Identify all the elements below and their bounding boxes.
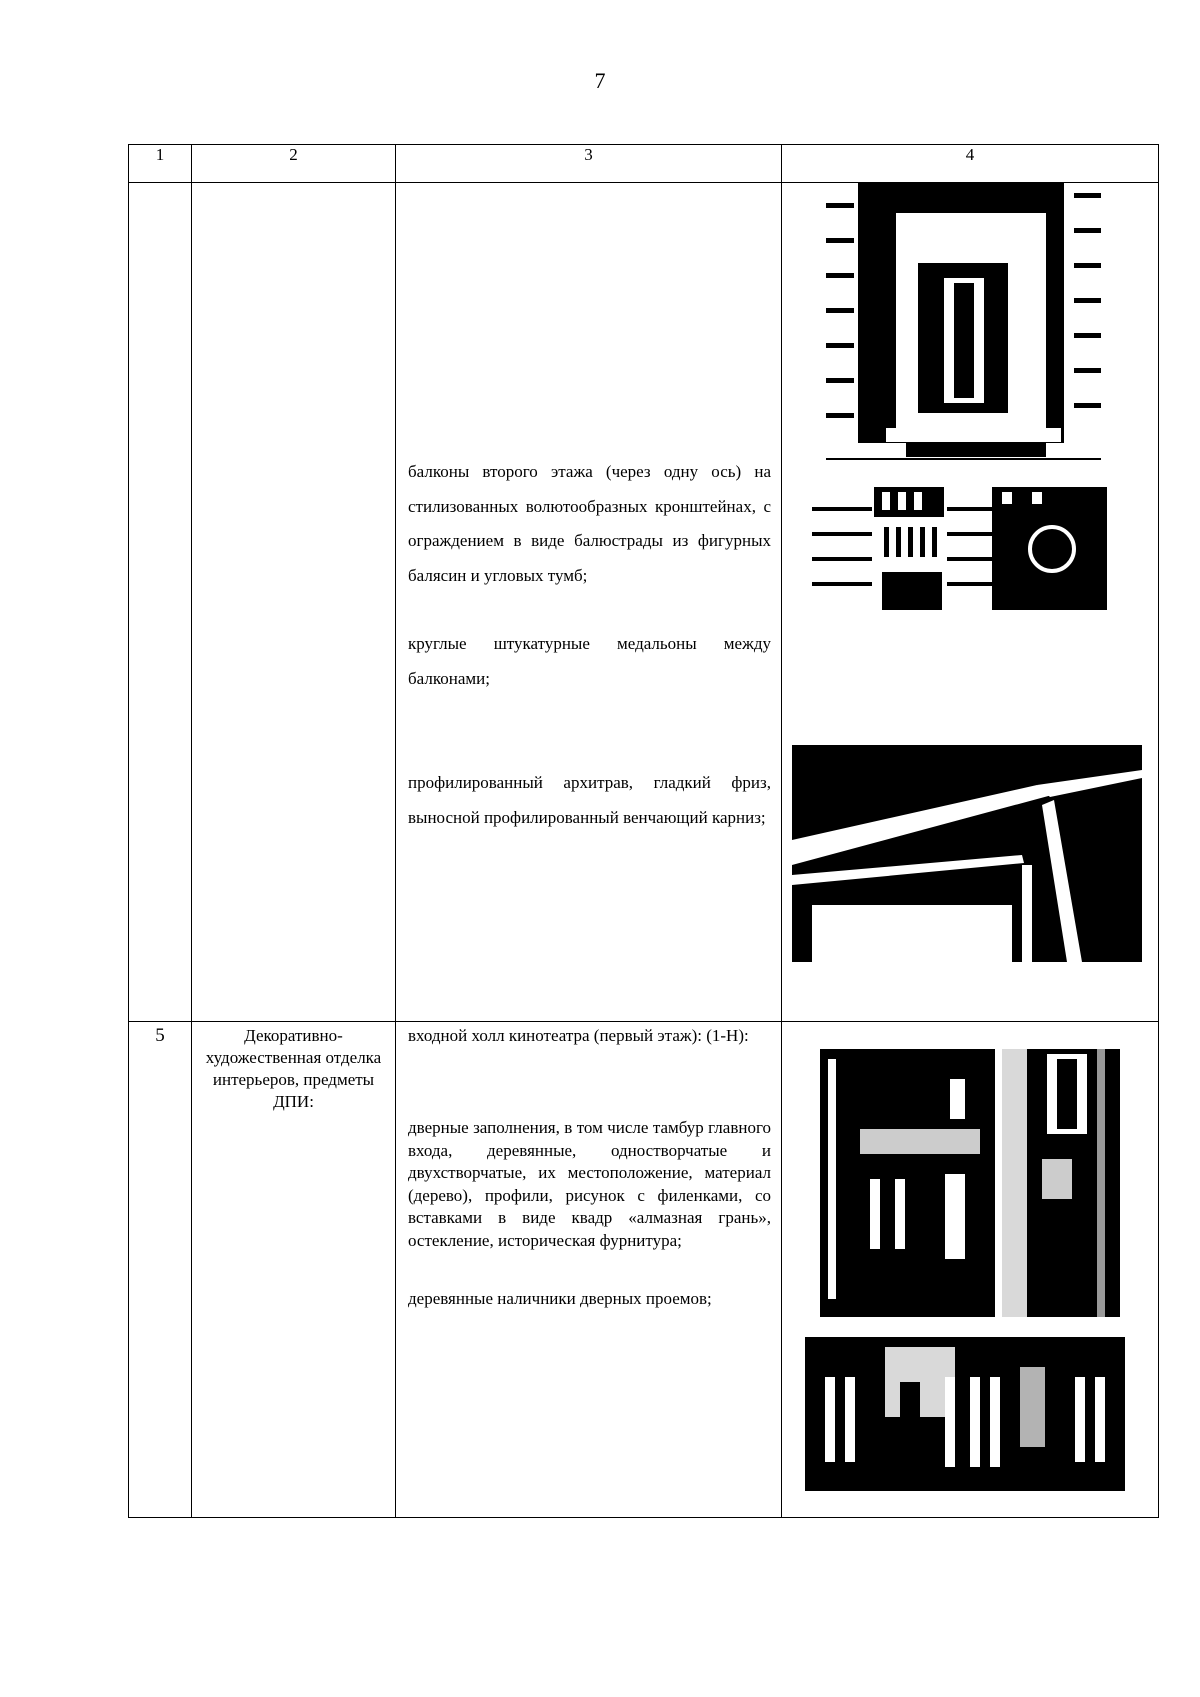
door-casings-photo bbox=[805, 1337, 1125, 1491]
column-header: 3 bbox=[396, 145, 782, 183]
hall-door-photo-left bbox=[820, 1049, 995, 1317]
feature-text-doors: дверные заполнения, в том числе тамбур главного входа, деревянные, одностворчатые и двухстворчатые, их местоположение, материал (дерево), профили, рисунок с филенками, со вставками в виде квадр «алмазная грань», остекление, историческая фурнитура; bbox=[408, 1118, 771, 1250]
balcony-medallion-photo bbox=[812, 487, 1107, 610]
column-header: 2 bbox=[192, 145, 396, 183]
balcony-window-photo bbox=[826, 183, 1101, 471]
table-row bbox=[129, 183, 1159, 1022]
section-cell bbox=[192, 1022, 396, 1518]
feature-text-door-casings: деревянные наличники дверных проемов; bbox=[408, 1289, 712, 1308]
monument-features-table bbox=[128, 144, 1159, 1518]
row-number-cell bbox=[129, 183, 192, 1022]
description-cell bbox=[396, 183, 782, 1022]
section-title: Декоративно-художественная отделка интерьеров, предметы ДПИ: bbox=[205, 1026, 382, 1111]
cornice-photo bbox=[792, 745, 1142, 962]
table-header-row bbox=[129, 145, 1159, 183]
section-cell bbox=[192, 183, 396, 1022]
description-cell bbox=[396, 1022, 782, 1518]
feature-text-hall: входной холл кинотеатра (первый этаж): (1-Н): bbox=[408, 1026, 749, 1045]
column-header: 4 bbox=[782, 145, 1159, 183]
photo-cell bbox=[782, 1022, 1159, 1518]
feature-text-medallions: круглые штукатурные медальоны между балконами; bbox=[408, 634, 771, 688]
feature-text-balconies: балконы второго этажа (через одну ось) на стилизованных волютообразных кронштейнах, с ограждением в виде балюстрады из фигурных балясин и угловых тумб; bbox=[408, 462, 771, 585]
row-number-cell: 5 bbox=[129, 1022, 192, 1518]
page-number: 7 bbox=[594, 68, 606, 93]
photo-cell bbox=[782, 183, 1159, 1022]
table-row bbox=[129, 1022, 1159, 1518]
column-header: 1 bbox=[129, 145, 192, 183]
hall-door-photo-right bbox=[1002, 1049, 1120, 1317]
feature-text-entablature: профилированный архитрав, гладкий фриз, выносной профилированный венчающий карниз; bbox=[408, 773, 771, 827]
